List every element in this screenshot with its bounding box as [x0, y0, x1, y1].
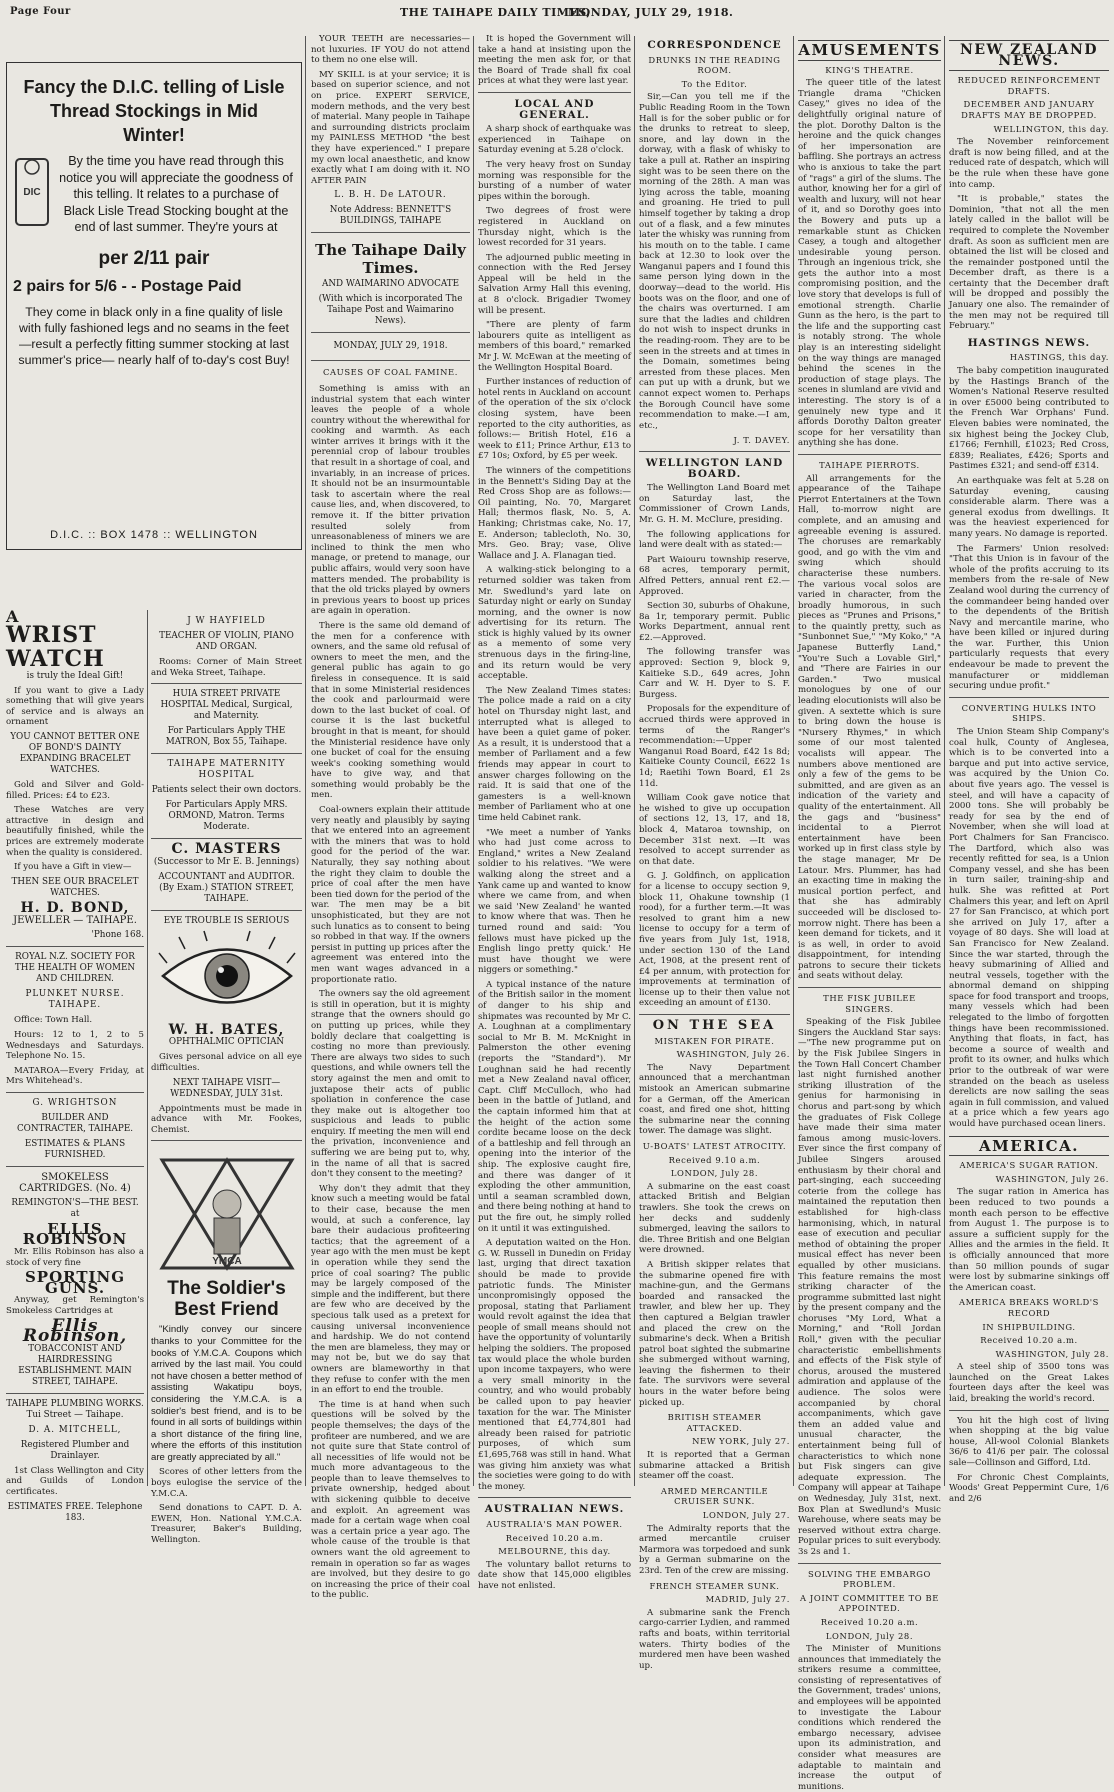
hayfield-rooms: Rooms: Corner of Main Street and Weka Street, Taihape.	[151, 657, 302, 678]
reinforcement-item: The November reinforcement draft is now being filled, and at the reduced rate of despatch, which will be the rule when these have gone into camp.	[949, 137, 1109, 190]
paper-title: The Taihape Daily Times.	[315, 241, 466, 278]
wrist-view: If you have a Gift in view—	[14, 862, 132, 873]
column-nz-news	[949, 34, 1109, 1504]
hastings-item: The baby competition inaugurated by the Hastings Branch of the Women's National Reserve resulted in over £5000 being contributed to the French War Orphans' Fund. Eleven babies were nominated, the six highest being the Jockey Club, £1766; Fernhill, £1023; Red Cross, £839; Realiates, £426; Sports and Pastimes £321; and send-off £314.	[949, 366, 1109, 472]
maternity-hospital: TAIHAPE MATERNITY HOSPITAL	[167, 759, 286, 781]
divider	[151, 753, 302, 754]
america-headline: AMERICA.	[949, 1136, 1109, 1157]
divider	[6, 1393, 144, 1394]
divider	[151, 838, 302, 839]
land-item: G. J. Goldfinch, on application for a license to occupy section 9, block 11, Ohakune township (1 rood), for a further term.—It was resolved to grant him a new license to occupy for a term of five years from July 1st, 1918, under section 130 of the Land Act, 1908, at the present rent of £4 per annum, with protection for improvements at termination of license up to their then value not exceeding an amount of £130.	[639, 871, 790, 1009]
column-rule	[634, 36, 635, 1486]
column-local-news	[478, 34, 631, 1591]
column-rule	[944, 36, 945, 1486]
local-item: "There are plenty of farm labourers quite as intelligent as members of this board," remarked Mr J. W. McEwan at the meeting of the Wellington Hospital Board.	[478, 320, 631, 373]
dentist-skill: MY SKILL is at your service; it is based on superior science, and not on price. EXPERT SERVICE, modern methods, and the very best of material. Many people in Taihape and surrounding districts proclaim my PAINLESS METHOD "the best they have experienced." I prepare my own local anaesthetic, and know exactly what I am doing with it. NO AFTER PAIN	[311, 69, 470, 186]
column-rule	[473, 36, 474, 1486]
reinforcement-subheadline: DECEMBER AND JANUARY DRAFTS MAY BE DROPPED.	[961, 99, 1097, 120]
letter-signature: J. T. DAVEY.	[733, 435, 790, 446]
embargo-headline: SOLVING THE EMBARGO PROBLEM.	[807, 1568, 932, 1590]
received-time: Received 10.20 a.m.	[820, 1616, 919, 1627]
ellis-robinson-script: Ellis Robinson,	[22, 1315, 128, 1347]
local-item: A deputation waited on the Hon. G. W. Russell in Dunedin on Friday last, urging that direct taxation should be made to provide patriotic funds. The Minister unconpromisingly opposed the proposal, stating that Parliament would revolt against the idea that people of small means should not have the opportunity of voluntarily helping the soldiers. The proposed tax would place the whole burden upon income taxpayers, who were a very small minority in the country, and who would probably be called upon to pay heavier taxation for the war. The Minister mentioned that £4,774,801 had already been raised for patriotic purposes, of which sum £1,695,768 was still in hand. What was giving him anxiety was what the societies were going to do with the money.	[478, 1238, 631, 1492]
dateline: LONDON, July 27.	[702, 1510, 790, 1520]
uboat-item: A submarine on the east coast attacked British and Belgian trawlers. She took the crews on her decks and suddenly submerged, leaving the sailors to die. Three British and one Belgian were drowned.	[639, 1181, 790, 1256]
divider	[798, 1563, 941, 1564]
local-item: A typical instance of the nature of the British sailor in the moment of danger to his ship and shipmates was recounted by Mr C. A. Loughnan at a complimentary social to Mr B. M. McKnight in Palmerston the other evening (reports the "Standard"). Mr Loughnan said he had recently met a New Zealand naval officer, Capt. Cliff McCulloch, who had been in the battle of Jutland, and the captain informed him that at the height of the action some cordite became loose on the deck of a battleship and fell through an opening into the interior of the ship. The explosive caught fire, and there was danger of it exploding the other ammunition, until a seaman scrambled down, and there being nothing at hand to put the fire out, he simply rolled on it until it was extinguished.	[478, 979, 631, 1234]
land-board-headline: WELLINGTON LAND BOARD.	[645, 456, 784, 480]
mitchell-estimates: ESTIMATES FREE. Telephone 183.	[7, 1501, 143, 1523]
divider	[311, 360, 470, 361]
local-item: Two degrees of frost were registered in Auckland on Thursday night, which is the lowest recorded for 31 years.	[478, 206, 631, 249]
masters-trade: ACCOUNTANT and AUDITOR. (By Exam.) STATION STREET, TAIHAPE.	[158, 871, 295, 904]
coal-paragraph: There is the same old demand of the men for a conference with owners, and the same old refusal of owners to meet the men, and the general public has again to go fireless in consequence. It is said that in some Ministerial residences the cook and parlourmaid were down to the last bucket of coal. Of course it is the last bucketful brought in that is meant, for should the Ministerial residence have only one bucket of coal for the ensuing week's cooking something would have to give way, and that something would probably be the men.	[311, 620, 470, 801]
paper-note: (With which is incorporated The Taihape Post and Waimarino News).	[318, 294, 463, 327]
plunket-mataroa: MATAROA—Every Friday, at Mrs Whitehead's.	[6, 1065, 144, 1087]
wrighton-estimates: ESTIMATES & PLANS FURNISHED.	[24, 1138, 126, 1160]
australian-subheadline: AUSTRALIA'S MAN POWER.	[486, 1518, 623, 1529]
uboat-headline: U-BOATS' LATEST ATROCITY.	[642, 1141, 787, 1151]
wrist-body: If you want to give a Lady something that will give years of service and is always an ornament	[6, 685, 144, 728]
hayfield-trade: TEACHER OF VIOLIN, PIANO AND ORGAN.	[159, 631, 294, 652]
sporting-guns: SPORTING GUNS.	[24, 1268, 126, 1297]
dateline: MELBOURNE, this day.	[498, 1546, 611, 1557]
eye-trouble: EYE TROUBLE IS SERIOUS	[163, 915, 290, 926]
letter-body: Sir,—Can you tell me if the Public Reading Room in the Town Hall is for the sober public or for the drunks to retreat to sleep, snore, and lay down in the dorway, with a flask of whisky to take a pull at. Rather an inspiring sight was to be seen there on the morning of the 28th. A man was lying across the table, moaning and groaning. He tried to pull himself together by taking a drop out of a flask, and a few minutes later the whisky was running from his mouth on to the table. I came back at 12.30 to look over the Wanganui papers and I found this same person lying down in the doorway—dead to the world. His boots was on the floor, and one of the chairs was overturned. I am sure that the ladies and children do not wish to inspect drunks in the reading-room. They are to be seen in the streets and at times in the Domain, sometimes being arrested from these places. Men can put up with a drunk, but we cannot expect women to. Perhaps the Borough Council have some recommendation to make.—I am, etc.,	[639, 92, 790, 431]
wrist-see: THEN SEE OUR BRACELET WATCHES.	[11, 876, 139, 898]
ellis-robinson-name: ELLIS ROBINSON	[22, 1219, 128, 1249]
plunket-office: Office: Town Hall.	[14, 1015, 93, 1026]
paper-subtitle: AND WAIMARINO ADVOCATE	[321, 279, 460, 290]
divider	[798, 987, 941, 988]
maternity-note: Patients select their own doctors.	[151, 785, 302, 796]
land-item: The Wellington Land Board met on Saturday last, the Commissioner of Crown Lands, Mr. G. H. M. McClure, presiding.	[639, 483, 790, 525]
sugar-headline: AMERICA'S SUGAR RATION.	[959, 1160, 1099, 1171]
divider	[478, 92, 631, 93]
wrist-prices: Gold and Silver and Gold-filled. Prices: £4 to £23.	[6, 779, 144, 801]
coal-paragraph: The owners say the old agreement is still in operation, but it is mighty strange that the owners should go on putting up prices, while they boldly declare that coalgetting is costing no more than previously. There are always two sides to such questions, and while owners tell the story against the men and omit to juxtapose their acts of public spoliation in conference the case they make out is altogether too suspicious and leads to public enquiry. If meeting the men will end the privation, inconvenience and suffering we are being put to, why, in the name of all that is sacred don't they consent to the meeting?	[311, 989, 470, 1180]
mitchell-name: D. A. MITCHELL,	[28, 1424, 122, 1435]
divider	[6, 1092, 144, 1093]
eye-illustration-icon	[157, 931, 297, 1021]
dic-stockings-ad	[6, 62, 302, 550]
bates-trade: OPHTHALMIC OPTICIAN	[168, 1037, 285, 1048]
french-steamer-headline: FRENCH STEAMER SUNK.	[649, 1580, 780, 1591]
hulks-item: The Union Steam Ship Company's coal hulk, County of Anglesea, which is to be converted into a barque and put into active service, was acquired by the Union Co. about five years ago. The vessel is steel, and will have a capacity of 2000 tons. She will probably be ready for sea by the end of November, when she will load at Port Chalmers for San Francisco. The Dartford, which also was recently refitted for sea, is a Union Company vessel, and she has been in turn sailer, training-ship and hulk. She was refitted at Port Chalmers this year, and left on April 27 for San Francisco, at which port she arrived on July 17, after a voyage of 80 days. She will load at San Francisco for New Zealand. Since the war started, through the heavy submarining of Allied and neutral vessels, together with the abnormal demand on shipping space for food transport and troops, many vessels which had been relegated to the limbo of forgotten things have been recommissioned. Anything that floats, in fact, has become a source of wealth and profit to its owner, and hulks which prior to the outbreak of war were stranded on the beach as useless derelicts are now sailing the seas again in full commission, and valued at a price which a few years ago would have purchased ocean liners.	[949, 727, 1109, 1129]
hastings-item: The Farmers' Union resolved: "That this Union is in favour of the whole of the profits accruing to its members from the re-sale of New Zealand wool during the currency of the commandeer being handed over to the dependents of the British Navy and mercantile marine, who have been killed or injured during the war. Further, this Union particularly requests that every endeavour be made to prevent the manufacturer or middleman securing undue profit."	[949, 543, 1109, 692]
coal-paragraph: The time is at hand when such questions will be solved by the people themselves; the days of the profiteer are numbered, and we are not quite sure that State control of all necessities of life would not be much more advantageous to the people than to leave themselves to private ownership, hedged about with sickening quibble to deceive and exploit. An agreement was made for a certain wage when coal was a certain price a year ago. The whole cause of the trouble is that owners want the old agreement to remain in operation so far as wages are involved, but they desire to go on increasing the price of their coal to the public.	[311, 1399, 470, 1601]
embargo-item: The Minister of Munitions announces that immediately the strikers resume a committee, consisting of representatives of the Government, trades' unions, and employees will be appointed to investigate the Labour conditions which rendered the embargo necessary, advisee upon its administration, and consider what measures are adaptable to maintain and increase the output of munitions.	[798, 1644, 941, 1792]
dentist-address: Note Address: BENNETT'S BUILDINGS, TAIHAPE	[329, 205, 452, 227]
sea-subheadline: MISTAKEN FOR PIRATE.	[654, 1035, 775, 1046]
svg-text:YMCA: YMCA	[211, 1256, 242, 1268]
mitchell-cert: 1st Class Wellington and City and Guilds of London certificates.	[6, 1465, 144, 1497]
divider	[949, 1410, 1109, 1411]
dic-quality-badge-icon	[13, 153, 51, 231]
ellis-stock: Mr. Ellis Robinson has also a stock of very fine	[6, 1247, 144, 1268]
record-subheadline: IN SHIPBUILDING.	[982, 1321, 1076, 1332]
dateline: LONDON, July 28.	[825, 1630, 914, 1641]
local-item: The very heavy frost on Sunday morning was responsible for the bursting of a number of water pipes within the borough.	[478, 159, 631, 202]
hastings-headline: HASTINGS NEWS.	[967, 336, 1091, 349]
column-rule	[147, 610, 148, 1486]
divider	[311, 232, 470, 233]
sea-item: The Navy Department announced that a merchantman mistook an American submarine for a German, off the American coast, and fired one shot, hitting the submarine near the conning tower. The damage was slight.	[639, 1062, 790, 1137]
local-item: "We meet a number of Yanks who had just come across to England," writes a New Zealand soldier to his relatives. "We were walking along the street and a Yank came up and wanted to know where we came from, and when we said 'New Zealand' he wanted to know where that was. Then he turned round and said: 'You fellows must have picked up the English lingo pretty quick.' He must have thought we were niggers or something."	[478, 827, 631, 976]
bates-appointments: Appointments must be made in advance with Mr. Fookes, Chemist.	[151, 1103, 302, 1135]
plunket-hours: Hours: 12 to 1, 2 to 5 Wednesdays and Saturdays. Telephone No. 15.	[6, 1029, 144, 1062]
mitchell-trade: Registered Plumber and Drainlayer.	[20, 1439, 130, 1461]
cruiser-item: The Admiralty reports that the armed mercantile cruiser Marmora was torpedoed and sunk by a German submarine on the 23rd. Ten of the crew are missing.	[639, 1523, 790, 1576]
divider	[6, 946, 144, 947]
hayfield-name: J W HAYFIELD	[187, 616, 266, 626]
ad-headline: Fancy the D.I.C. telling of Lisle Thread Stockings in Mid Winter!	[23, 77, 285, 145]
fisk-headline: THE FISK JUBILEE SINGERS.	[823, 993, 916, 1014]
record-item: A steel ship of 3500 tons was launched on the Great Lakes fourteen days after the keel was laid, breaking the world's record.	[949, 1362, 1109, 1405]
steamer-item: It is reported that a German submarine attacked a British steamer off the coast.	[639, 1450, 790, 1482]
ad-offer: 2 pairs for 5/6 - - Postage Paid	[13, 277, 242, 295]
soldier-quote: "Kindly convey our sincere thanks to your Committee for the books of Y.M.C.A. Coupons which arrived by the last mail. You could not have chosen a better method of assisting Wakatipu boys, considering the Y.M.C.A. is a soldier's best friend, and is to be found in all sorts of buildings within a short distance of the firing line, where the efforts of this institution are greatly appreciated by all."	[151, 1324, 302, 1463]
australian-item: The voluntary ballot returns to date show that 145,000 eligibles have not enlisted.	[478, 1559, 631, 1591]
column-correspondence-war	[639, 34, 790, 1671]
bates-name: W. H. BATES,	[168, 1021, 285, 1038]
issue-date: MONDAY, JULY 29, 1918.	[568, 6, 734, 19]
maternity-contact: For Particulars Apply MRS. ORMOND, Matron. Terms Moderate.	[165, 800, 288, 833]
column-left-ads	[6, 607, 144, 1523]
coal-paragraph: Something is amiss with an industrial system that each winter leaves the people of a whole country without the wherewithal for cooking and warmth. As each winter arrives it brings with it the perennial crop of labour troubles that result in a shortage of coal, and invariably, in an increase of prices. It should not be an insurmountable task to ascertain where the real cause lies, and, when discovered, to remove it. If the bitter privation resulted solely from unreasonableness of miners we are inclined to think the men who manage, or pretend to manage, our public affairs, would very soon have matters mended. The probability is that the old tricks played by owners in previous years to boost up prices are again in operation.	[311, 383, 470, 617]
huia-hospital: HUIA STREET PRIVATE HOSPITAL Medical, Surgical, and Maternity.	[160, 689, 293, 722]
divider	[639, 451, 790, 452]
local-item: The New Zealand Times states: The police made a raid on a city hotel on Thursday night last, and interrupted what is alleged to have been a quiet game of poker. As a result, it is understood that a member of Parliament and a few friends may appear in court to answer charges following on the raid. It is said that one of the gamesters is a well-known member of Parliament who at one time held Cabinet rank.	[478, 685, 631, 823]
dentist-teeth: YOUR TEETH are necessaries—not luxuries. IF YOU do not attend to them no one else will.	[311, 34, 470, 66]
land-item: Part Waiouru township reserve, 68 acres, temporary permit, Alfred Petters, annual rent £2.—Approved.	[639, 554, 790, 597]
plunket-nurse: PLUNKET NURSE. TAIHAPE.	[25, 989, 125, 1011]
kings-theatre-item: The queer title of the latest Triangle drama "Chicken Casey," gives no idea of the delightfully original nature of the plot. Dorothy Dalton is the heroine and the quick changes of her impersonation are baffling. She portrays an actress who is anxious to take the part of "rags" a girl of the slums. The author, knowing her for a girl of wealth and luxury, will not hear of it, and so Dorothy goes into the Bowery and puts up a remarkable stunt as Chicken Casey, a tough and altogether undesirable young person. Through an ingenious trick, she gets the author into a most compromising position, and the love story that develops is full of emotional strength. Charlie Gunn as the hero, is the part to the life and the supporting cast is notably strong. The whole play is an interesting sidelight on the way things are managed behind the scenes in the production of stage plays. The scenes in slumland are vivid and interesting. The story is of a genuinely new type and it affords Dorothy Dalton greater scope for her versatility than anything she has done.	[798, 78, 941, 449]
divider	[478, 1497, 631, 1498]
kings-theatre-headline: KING'S THEATRE.	[825, 64, 914, 75]
coal-headline: CAUSES OF COAL FAMINE.	[323, 367, 458, 378]
soldier-title: The Soldier's Best Friend	[167, 1278, 286, 1321]
local-item: A sharp shock of earthquake was experienced in Taihape on Saturday evening at 5.28 o'clock.	[478, 124, 631, 156]
column-professional-ads	[151, 612, 302, 1546]
svg-text:DIC: DIC	[23, 187, 41, 198]
coal-paragraph: Why don't they admit that they know such a meeting would be fatal to their case, because the men would, at such a conference, lay bare their audacious profiteering tactics; that the agreement of a year ago with the men must be kept in operation while they send the price of coal soaring? The public may be largely composed of the simple and the indifferent, but there are few who are deceived by the specious talk used as a pretext for causing universal inconvenience and hardship. We do not contend the men are blameless, they may or may not be, but we do say that owners are blameworthy in that they refuse to confer with the men in an effort to end the trouble.	[311, 1183, 470, 1396]
column-amusements	[798, 34, 941, 1792]
dentist-name: L. B. H. De LATOUR.	[334, 190, 447, 201]
column-rule	[793, 36, 794, 1486]
local-item: The adjourned public meeting in connection with the Red Jersey Appeal will be held in the Salvation Army Hall this evening, at 8 o'clock. Brigadier Twomey will be present.	[478, 252, 631, 316]
on-the-sea-headline: ON THE SEA	[652, 1018, 777, 1034]
soldier-send: Send donations to CAPT. D. A. EWEN, Hon. National Y.M.C.A. Treasurer, Baker's Building, Wellington.	[151, 1503, 302, 1546]
dateline: WASHINGTON, July 28.	[995, 1348, 1109, 1359]
record-headline: AMERICA BREAKS WORLD'S RECORD	[958, 1297, 1100, 1318]
local-general-headline: LOCAL AND GENERAL.	[514, 97, 595, 121]
hulks-headline: CONVERTING HULKS INTO SHIPS.	[961, 702, 1097, 724]
land-item: The following transfer was approved: Section 9, block 9, Kaitieke S.D., 649 acres, John Carr and W. H. Dyer to S. F. Burgess.	[639, 647, 790, 700]
cruiser-headline: ARMED MERCANTILE CRUISER SUNK.	[660, 1485, 769, 1507]
pierrots-item: All arrangements for the appearance of the Taihape Pierrot Entertainers at the Town Hall, to-morrow night are complete, and an amusing and agreeable evening is assured. The choruses are remarkably good, and go with the vim and swing which should characterise these numbers. The various vocal solos are varied in character, from the broadly humorous, in such pieces as "Prunes and Prisons," to the quaintly pretty, such as "Sunbonnet Sue," "My Koko," "A Japanese Butterfly Land," "You're Such a Lovable Girl," and "There are Fairies in our Garden." Two musical monologues by one of our leading elocutionists will also be given. A sextette which is sure to bring down the house is "Nursery Rhymes," in which some of our most talented vocalists will appear. The numbers above mentioned are only a few of the gems to be submitted, and are given as an indication of the variety and quality of the entertainment. All the gags and "business" incidental to a Pierrot entertainment have been worked up in first class style by the stage manager, Mr De Latour. Mrs. Plummer, has had an exacting time in making the musical portion perfect, and that she has admirably succeeded will be disclosed to-morrow night. There has been a keen demand for tickets, and it is as well, in order to avoid disappointment, for intending patrons to secure their tickets and seats without delay.	[798, 473, 941, 982]
land-item: Section 30, suburbs of Ohakune, 8a 1r, temporary permit. Public Works Department, annual rent £2.—Approved.	[639, 601, 790, 643]
dateline: HASTINGS, this day.	[1009, 352, 1109, 363]
divider	[639, 1014, 790, 1015]
divider	[311, 332, 470, 333]
french-steamer-item: A submarine sank the French cargo-carrier Lydien, and rammed rafts and boats, within territorial waters. Thirty bodies of the murdered men have been washed up.	[639, 1607, 790, 1671]
hastings-item: An earthquake was felt at 5.28 on Saturday evening, causing considerable alarm. There was a general exodus from dwellings. It was the heaviest experienced for many years. No damage is reported.	[949, 475, 1109, 539]
anyway: Anyway, get Remington's Smokeless Cartridges at	[6, 1295, 144, 1317]
wrist-a: A	[6, 607, 19, 626]
correspondence-headline: CORRESPONDENCE	[647, 39, 782, 51]
divider	[151, 910, 302, 911]
coal-end-paragraph: It is hoped the Government will take a hand at insisting upon the meeting the men ask for, or that the Board of Trade shall fix coal prices at what they were last year.	[478, 34, 631, 87]
dateline: LONDON, July 28.	[670, 1168, 759, 1179]
ad-price: per 2/11 pair	[98, 247, 210, 269]
australian-news-headline: AUSTRALIAN NEWS.	[484, 1503, 625, 1516]
local-item: Further instances of reduction of hotel rents in Auckland on account of the operation of the six o'clock closing system, have been reported to the city authorities, as follows:— British Hotel, £16 a week to £11; Prince Arthur, £13 to £7 10s; Oxford, by £5 per week.	[478, 377, 631, 462]
divider	[151, 683, 302, 684]
local-item: A walking-stick belonging to a returned soldier was taken from Mr. Swedlund's yard late on Saturday night or early on Sunday morning, and the owner is now advertising for its return. The stick is highly valued by its owner as a memento of some very strenuous days in the firing-line, and its return would be very acceptable.	[478, 565, 631, 682]
land-item: The following applications for land were dealt with as stated:—	[639, 529, 790, 551]
remington: REMINGTON'S—THE BEST. at	[11, 1197, 139, 1219]
wrist-note: These Watches are very attractive in design and beautifully finished, while the prices are extremely moderate when the quality is considered.	[6, 805, 144, 858]
reinforcement-headline: REDUCED REINFORCEMENT DRAFTS.	[957, 75, 1101, 96]
wrighton-name: G. WRIGHTSON	[32, 1097, 118, 1108]
masters-name: C. MASTERS	[171, 841, 282, 858]
correspondence-subheadline: DRUNKS IN THE READING ROOM.	[648, 54, 781, 76]
received-time: Received 10.20 a.m.	[980, 1335, 1078, 1346]
divider	[6, 1166, 144, 1167]
divider	[949, 697, 1109, 698]
bond-trade: JEWELLER — TAIHAPE.	[13, 915, 137, 927]
page-number: Page Four	[10, 6, 71, 17]
wrist-bond: YOU CANNOT BETTER ONE OF BOND'S DAINTY EXPANDING BRACELET WATCHES.	[10, 731, 140, 775]
ellis-trade: TOBACCONIST AND HAIRDRESSING ESTABLISHMENT. MAIN STREET, TAIHAPE.	[18, 1343, 132, 1387]
column-editorial	[311, 34, 470, 1601]
bond-name: H. D. BOND,	[20, 899, 130, 916]
cartridges: SMOKELESS CARTRIDGES. (No. 4)	[19, 1171, 131, 1194]
gifford-ad: You hit the high cost of living when shopping at the big value house, All-wool Colonial Blankets 36/6 to 41/6 per pair. The colossal sale—Collinson and Gifford, Ltd.	[949, 1415, 1109, 1469]
ad-body: By the time you have read through this notice you will appreciate the goodness of this telling. It relates to a purchase of Black Lisle Tread Stocking bought at the end of last summer. They're yours at	[59, 154, 293, 234]
fisk-item: Speaking of the Fisk Jubilee Singers the Auckland Star says:—"The new programme put on by the Fisk Jubilee Singers in the Town Hall Concert Chamber last night furnished another striking illustration of the genius for harmonising in chorus and part-song by which the graduates of Fisk College have made their sima mater famous among music-lovers. Ever since the first company of Jubilee Singers aroused enthusiasm by their choral and part-singing, each succeeding coterie from the college has maintained the reputation then established for high-class harmonising, which, in natural ease of execution and peculiar method of obtaining the proper musical effect has never been equalled by other musicians. This feature remains the most striking character of the programme submitted last night by the present company and the choruses "My Lord, What a Morning," and "Roll Jordan Roll," given with the peculiar characteristic embellishments and effects of the Fisk style of chorus, aroused the mustered admiration and applause of the audience. The solos were accompanied by choral accompaniments, which gave them an added value and unusual character, the entertainment being full of characteristics to which none but Fisk singers can give adequate expression. The Company will appear at Taihape on Wednesday, July 31st, next. Box Plan at Swedlund's Music Warehouse, where seats may be reserved without extra charge. Popular prices to suit everybody. 3s 2s and 1.	[798, 1017, 941, 1557]
ad-closing: They come in black only in a fine quality of lisle with fully fashioned legs and no seams in the feet —result a perfectly fitting summer stocking at last summer's price— nearly half of to-day's cost Buy!	[18, 304, 290, 367]
pierrots-headline: TAIHAPE PIERROTS.	[819, 459, 920, 470]
soldier-scores: Scores of other letters from the boys eulogise the service of the Y.M.C.A.	[151, 1467, 302, 1499]
dateline: WELLINGTON, this day.	[993, 123, 1109, 134]
plumbing: TAIHAPE PLUMBING WORKS. Tui Street — Taihape.	[6, 1398, 144, 1420]
ad-footer: D.I.C. :: BOX 1478 :: WELLINGTON	[50, 529, 258, 541]
wrist-sub: is truly the Ideal Gift!	[26, 670, 124, 681]
newspaper-title: THE TAIHAPE DAILY TIMES,	[400, 6, 591, 19]
received-time: Received 9.10 a.m.	[668, 1154, 761, 1165]
to-the-editor: To the Editor.	[681, 78, 748, 89]
divider	[798, 454, 941, 455]
column-rule	[305, 36, 306, 1486]
plunket-society: ROYAL N.Z. SOCIETY FOR THE HEALTH OF WOMEN AND CHILDREN.	[14, 952, 136, 985]
dateline: MADRID, July 27.	[705, 1594, 790, 1605]
reinforcement-item: "It is probable," states the Dominion, "that not all the men lately called in the ballot will be required to complete the November draft. As soon as sufficient men are obtained the list will be closed and the remainder postponed until the December draft, as there is a certainty that the December draft will be dropped and possibly the January one also. The remainder of the men may not be required till February."	[949, 194, 1109, 332]
soldier-triangle-icon	[152, 1146, 302, 1274]
wrist-title: WRIST WATCH	[6, 621, 105, 672]
land-item: William Cook gave notice that he wished to give up occupation of sections 12, 13, 17, and 18, block 4, Mataroa township, on December 31st next. —It was resolved to accept surrender as on that date.	[639, 793, 790, 867]
dateline: WASHINGTON, July 26.	[676, 1049, 790, 1060]
coal-paragraph: Coal-owners explain their attitude very neatly and plausibly by saying that we entered into an agreement with the miners that was to hold good for the period of the war. Naturally, they say nothing about the right they claim to double the price of coal after the men have been tied down for the period of the war. The men may be a bit unsophisticated, but they are not such lunatics as to consent to being so robbed in that way. If the owners persist in putting up prices after the agreement was entered into the men want wages advanced in a proportionate ratio.	[311, 805, 470, 985]
embargo-subheadline: A JOINT COMMITTEE TO BE APPOINTED.	[800, 1592, 939, 1614]
local-item: The winners of the competitions in the Bennett's Siding Day at the Red Cross Shop are as follows:—Oil painting, No. 70, Margaret Hall; thermos flask, No. 5, A. Hanking; Christmas cake, No. 17, E. Anderson; tablecloth, No. 30, Mrs. Geo. Bray; vase, Olive Wallace and J. A. Flanagan tied.	[478, 465, 631, 561]
nz-news-headline: NEW ZEALAND NEWS.	[949, 40, 1109, 71]
bond-phone: 'Phone 168.	[91, 930, 144, 941]
huia-contact: For Particulars Apply THE MATRON, Box 55, Taihape.	[165, 726, 288, 748]
divider	[151, 1140, 302, 1141]
masthead	[0, 0, 1114, 30]
bates-note: Gives personal advice on all eye difficulties.	[151, 1052, 302, 1073]
land-item: Proposals for the expenditure of accrued thirds were approved in terms of the Ranger's recommendation:—Upper Wanganui Road Board, £42 1s 8d; Kaitieke County Council, £622 1s 1d; Raetihi Town Board, £1 2s 11d.	[639, 704, 790, 789]
uboat-item: A British skipper relates that the submarine opened fire with machine-gun, and the Germans boarded and ransacked the trawler, and blew her up. They then captured a Belgian trawler and placed the crew on the submarine's deck. When a British patrol boat sighted the submarine she submerged without warning, leaving the fishermen to their fate. The survivors were several hours in the water before being picked up.	[639, 1259, 790, 1408]
masters-successor: (Successor to Mr E. B. Jennings)	[153, 856, 300, 867]
woods-ad: For Chronic Chest Complaints, Woods' Great Peppermint Cure, 1/6 and 2/6	[949, 1472, 1109, 1504]
bates-visit: NEXT TAIHAPE VISIT— WEDNESDAY, JULY 31st.	[170, 1077, 283, 1099]
steamer-headline: BRITISH STEAMER ATTACKED.	[667, 1412, 762, 1433]
editorial-date: MONDAY, JULY 29, 1918.	[333, 341, 448, 352]
wrighton-trade: BUILDER AND CONTRACTER, TAIHAPE.	[16, 1112, 134, 1134]
amusements-headline: AMUSEMENTS	[798, 41, 941, 59]
sugar-item: The sugar ration in America has been reduced to two pounds a month each person to be effective from August 1. The purpose is to assure a sufficient supply for the Allies and the armies in the field. It is officially announced that more than 50 million pounds of sugar were lost by submarine sinkings off the American coast.	[949, 1187, 1109, 1293]
dateline: WASHINGTON, July 26.	[995, 1173, 1109, 1184]
dateline: NEW YORK, July 27.	[692, 1436, 790, 1447]
received-time: Received 10.20 a.m.	[505, 1532, 604, 1543]
